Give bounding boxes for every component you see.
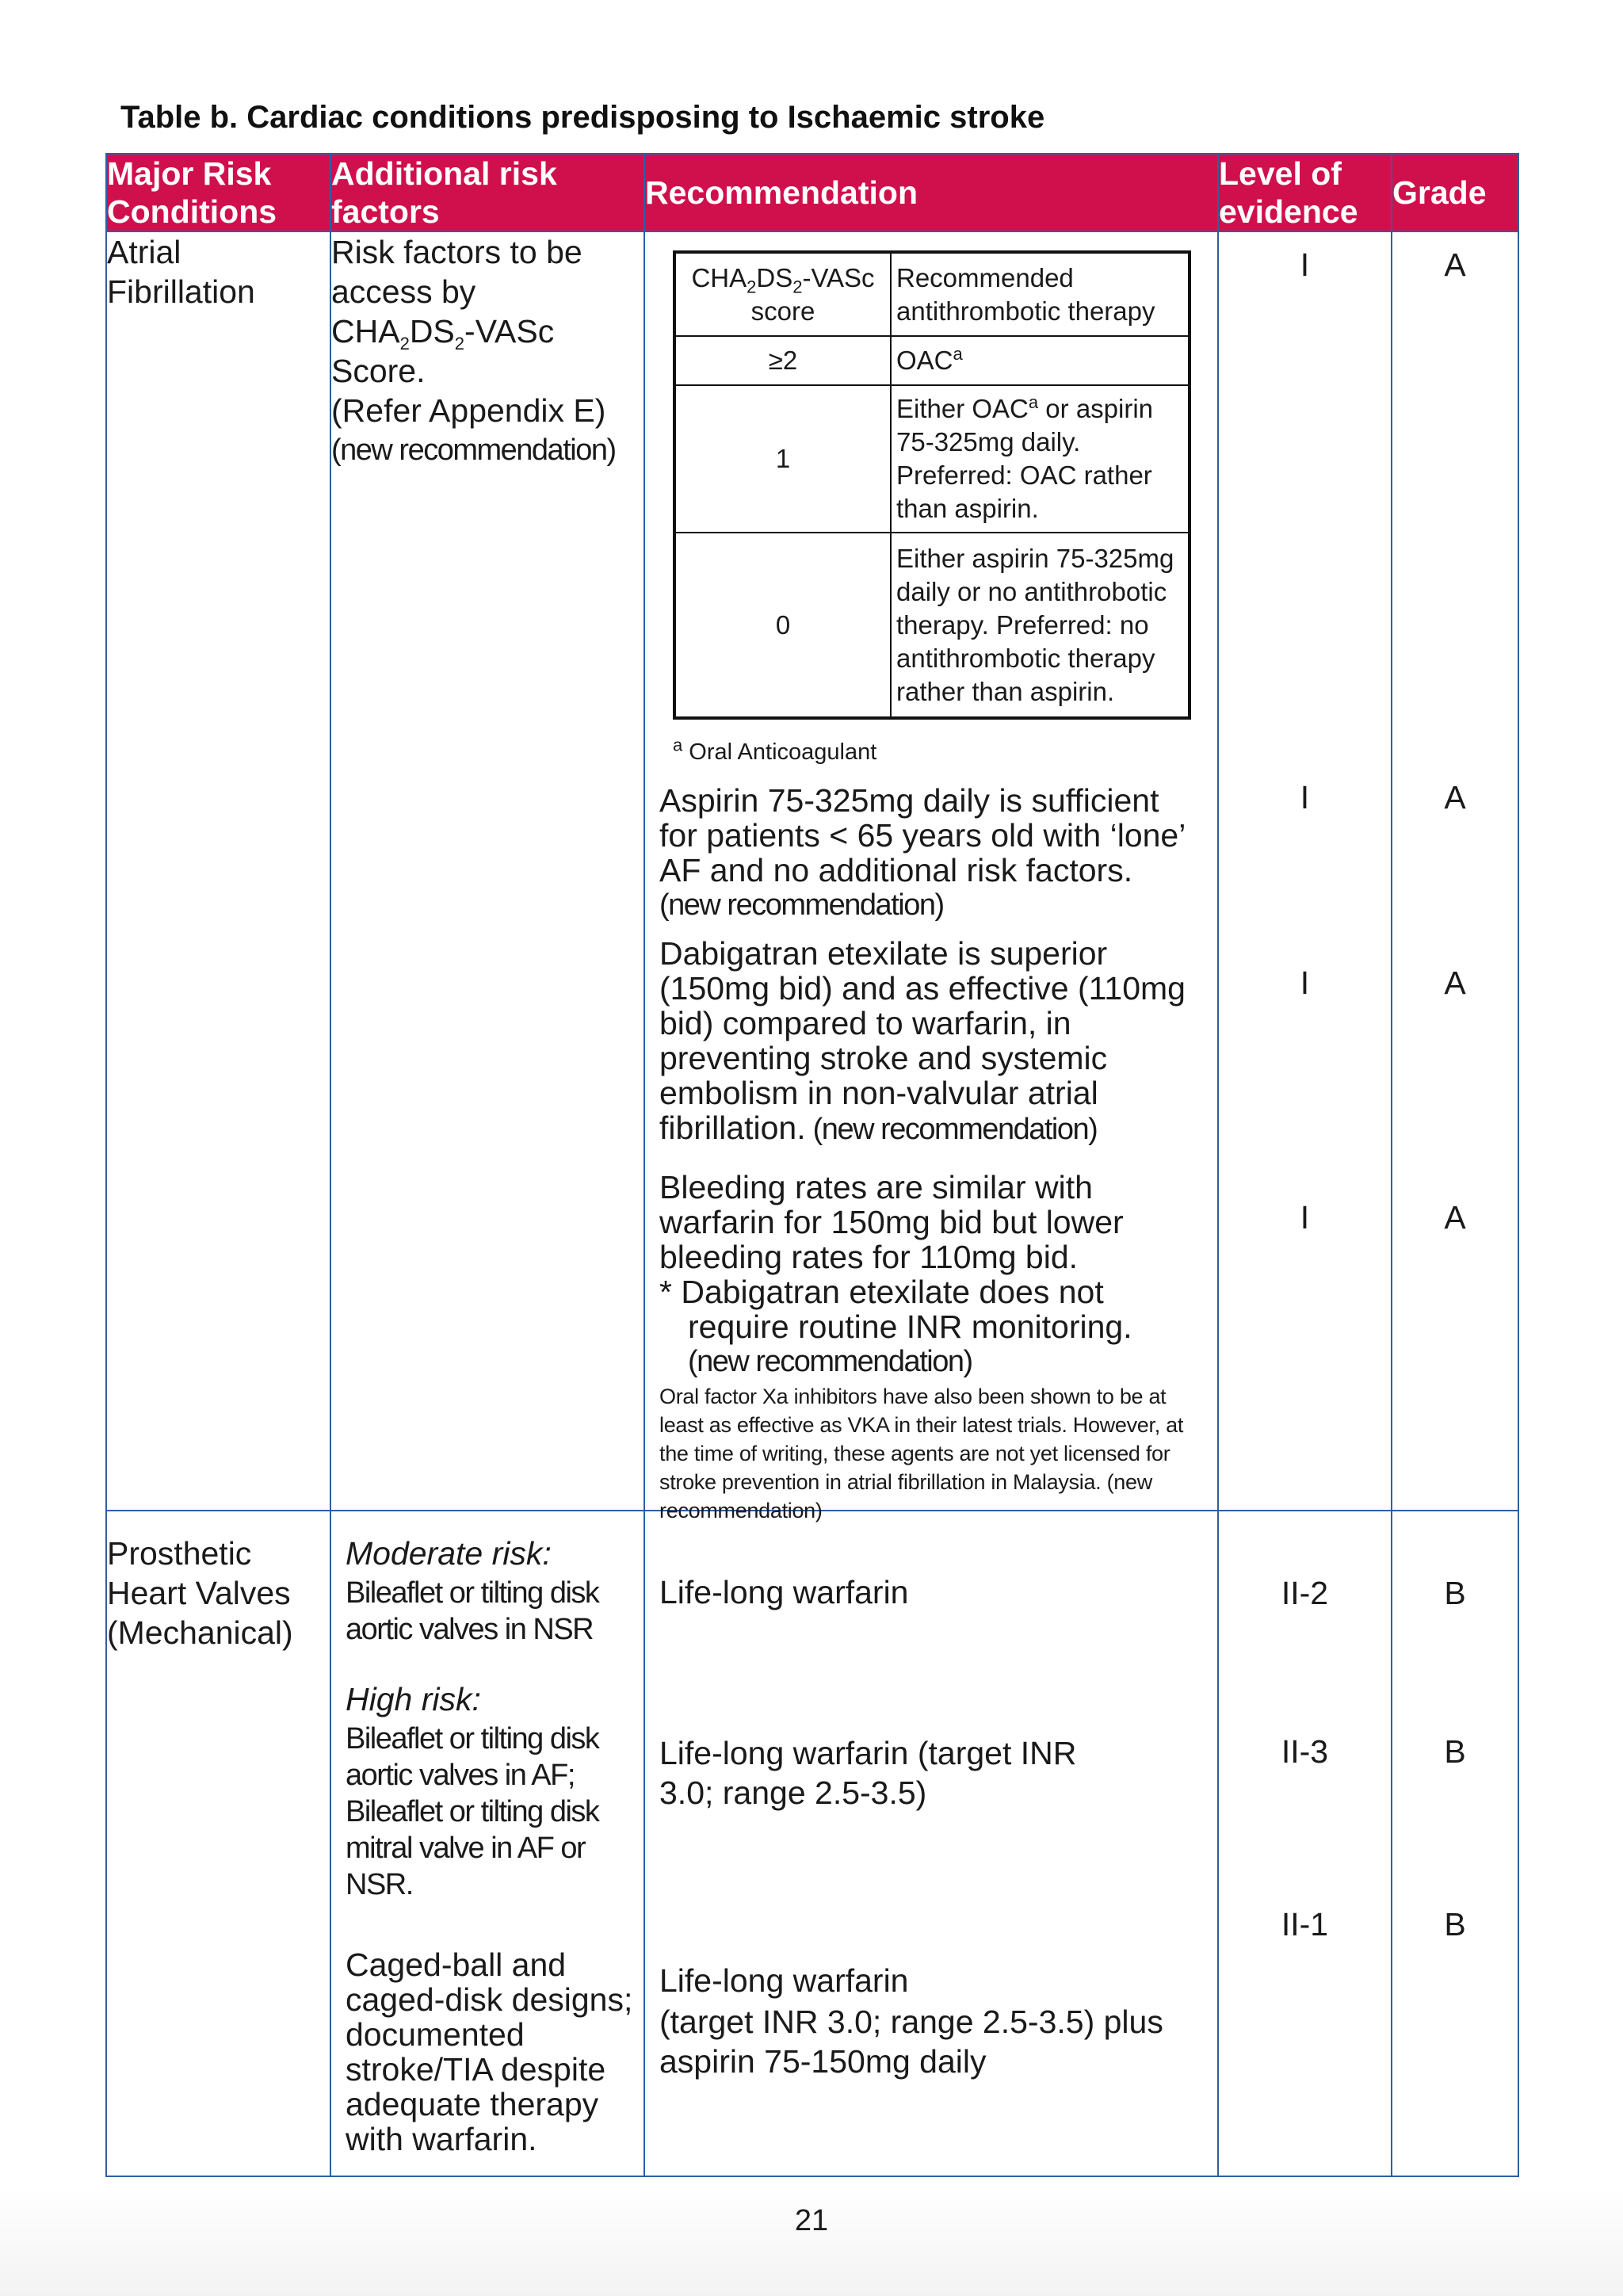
phv-grade-cell (1392, 1511, 1518, 2176)
af-dabigatran-text: Dabigatran etexilate is superior (150mg bid) and as effective (110mg bid) compared to warfarin, in preventing stroke and systemic embolism in non-valvular atrial fibrillation. (659, 935, 1186, 1146)
af-risk-line1: Risk factors to be (331, 234, 582, 270)
grade-value: A (1444, 246, 1466, 283)
af-bleeding-star-line1: * Dabigatran etexilate does not (659, 1274, 1104, 1310)
level-value: I (1300, 779, 1310, 816)
af-risk-factors-cell (330, 231, 644, 1511)
therapy-value: Either aspirin 75-325mg daily or no antithrobotic therapy. Preferred: no antithrombotic therapy rather than aspirin. (891, 533, 1190, 718)
grade-value: A (1444, 965, 1466, 1001)
af-dabigatran-recommendation (659, 936, 1203, 1147)
phv-condition-line2: Heart Valves (107, 1575, 291, 1611)
af-bleeding-star-line2: require routine INR monitoring. (688, 1308, 1132, 1345)
phv-recommendation-cell (644, 1511, 1218, 2176)
footnote-text: Oral Anticoagulant (682, 739, 877, 765)
af-risk-sub2a: 2 (399, 334, 410, 354)
score-table-row (674, 336, 1190, 385)
grade-value: A (1444, 779, 1466, 816)
phv-rec-caged-line1: Life-long warfarin (659, 1962, 909, 1999)
phv-rec-high: Life-long warfarin (target INR 3.0; range 2.5-3.5) (659, 1735, 1077, 1811)
af-risk-line3 (331, 311, 643, 354)
grade-value: B (1444, 1575, 1466, 1611)
header-major-risk-line2: Conditions (107, 193, 277, 230)
score-table-row (674, 533, 1190, 718)
header-additional-risk (330, 154, 644, 231)
score-header-ds: DS (756, 262, 793, 292)
level-value: I (1300, 1199, 1310, 1236)
cardiac-conditions-table (105, 153, 1519, 2177)
phv-condition-line3: (Mechanical) (107, 1614, 293, 1651)
header-major-risk (106, 154, 330, 231)
af-bleeding-text: Bleeding rates are similar with warfarin for 150mg bid but lower bleeding rates for 110mg bid. (659, 1169, 1124, 1275)
therapy-value (891, 385, 1190, 533)
af-condition-cell (106, 231, 330, 1511)
score-header-sub2b: 2 (792, 277, 803, 297)
af-bleeding-new-rec: (new recommendation) (688, 1345, 972, 1378)
phv-high-risk-label: High risk: (346, 1681, 481, 1717)
header-level-line2: evidence (1219, 193, 1358, 230)
level-value: I (1300, 965, 1310, 1001)
phv-high-risk-text: Bileaflet or tilting disk aortic valves in AF; Bileaflet or tilting disk mitral valve in AF or NSR. (346, 1722, 599, 1901)
score-table-header (674, 252, 1190, 336)
therapy-header-cell: Recommended antithrombotic therapy (891, 252, 1190, 336)
af-risk-vasc: -VASc (464, 313, 555, 350)
af-aspirin-recommendation (659, 783, 1203, 923)
af-bleeding-recommendation (659, 1170, 1203, 1525)
header-recommendation: Recommendation (644, 154, 1218, 231)
af-risk-line5: (Refer Appendix E) (331, 392, 606, 429)
phv-risk-factors-cell (330, 1511, 644, 2176)
therapy-text: Either OAC (896, 394, 1029, 423)
score-header-line1 (681, 262, 885, 295)
therapy-sup: a (953, 344, 963, 364)
phv-level-cell (1218, 1511, 1392, 2176)
score-header-sub2a: 2 (747, 277, 757, 297)
footnote-sup: a (673, 735, 683, 755)
af-dabigatran-new-rec: (new recommendation) (805, 1113, 1098, 1146)
level-value: II-3 (1281, 1733, 1329, 1770)
header-major-risk-line1: Major Risk (107, 155, 272, 192)
phv-rec-caged (659, 1959, 1203, 2081)
header-level-line1: Level of (1219, 155, 1342, 192)
af-risk-sub2b: 2 (454, 334, 465, 354)
level-value: II-1 (1281, 1906, 1329, 1943)
table-row (106, 231, 1518, 1511)
af-factor-xa-note: Oral factor Xa inhibitors have also been shown to be at least as effective as VKA in their latest trials. However, at the time of writing, these agents are not yet licensed for stroke prevention in atrial fibrillation in Malaysia. (new recommendation) (659, 1385, 1184, 1522)
phv-condition-cell (106, 1511, 330, 2176)
score-table-footnote (673, 735, 877, 766)
af-aspirin-text: Aspirin 75-325mg daily is sufficient for patients < 65 years old with ‘lone’ AF and no additional risk factors. (659, 782, 1185, 888)
af-risk-cha: CHA (331, 313, 400, 350)
score-header-cell (674, 252, 891, 336)
af-recommendation-cell (644, 231, 1218, 1522)
af-aspirin-new-rec: (new recommendation) (659, 888, 944, 922)
score-header-cha: CHA (691, 262, 747, 292)
af-level-cell (1218, 231, 1392, 1511)
therapy-text-cont: or aspirin 75-325mg daily. Preferred: OAC rather than aspirin. (896, 394, 1154, 523)
score-table-row (674, 385, 1190, 533)
phv-moderate-risk-label: Moderate risk: (346, 1535, 552, 1572)
score-value: 1 (674, 385, 891, 533)
header-level-of-evidence (1218, 154, 1392, 231)
header-additional-risk-line2: factors (331, 193, 440, 230)
af-grade-cell (1392, 231, 1518, 1511)
phv-condition-line1: Prosthetic (107, 1535, 252, 1572)
af-risk-line2: access by (331, 273, 476, 310)
score-header-line2: score (750, 296, 815, 326)
phv-rec-moderate: Life-long warfarin (659, 1574, 909, 1610)
score-value: 0 (674, 533, 891, 718)
level-value: II-2 (1281, 1575, 1329, 1611)
phv-caged-text: Caged-ball and caged-disk designs; documented stroke/TIA despite adequate therapy with warfarin. (346, 1946, 633, 2157)
grade-value: B (1444, 1733, 1466, 1770)
grade-value: B (1444, 1906, 1466, 1943)
table-row (106, 1511, 1518, 2176)
af-risk-line4: Score. (331, 353, 426, 389)
phv-moderate-risk-text: Bileaflet or tilting disk aortic valves in NSR (346, 1576, 599, 1646)
table-title: Table b. Cardiac conditions predisposing to Ischaemic stroke (120, 100, 1045, 135)
af-risk-new-recommendation: (new recommendation) (331, 434, 616, 467)
therapy-value (891, 336, 1190, 385)
score-header-vasc: -VASc (802, 262, 875, 292)
score-value: ≥2 (674, 336, 891, 385)
header-additional-risk-line1: Additional risk (331, 155, 557, 192)
therapy-text: OAC (896, 346, 953, 375)
phv-rec-caged-line2: (target INR 3.0; range 2.5-3.5) plus aspirin 75-150mg daily (659, 2004, 1163, 2080)
cha2ds2-vasc-score-table (673, 250, 1191, 720)
af-condition-line2: Fibrillation (107, 273, 255, 310)
level-value: I (1300, 246, 1310, 283)
af-risk-ds: DS (409, 313, 455, 350)
therapy-sup: a (1028, 392, 1039, 412)
header-grade: Grade (1392, 154, 1518, 231)
header-row (106, 154, 1518, 231)
grade-value: A (1444, 1199, 1466, 1236)
page-number: 21 (794, 2204, 829, 2237)
af-condition-line1: Atrial (107, 234, 181, 270)
